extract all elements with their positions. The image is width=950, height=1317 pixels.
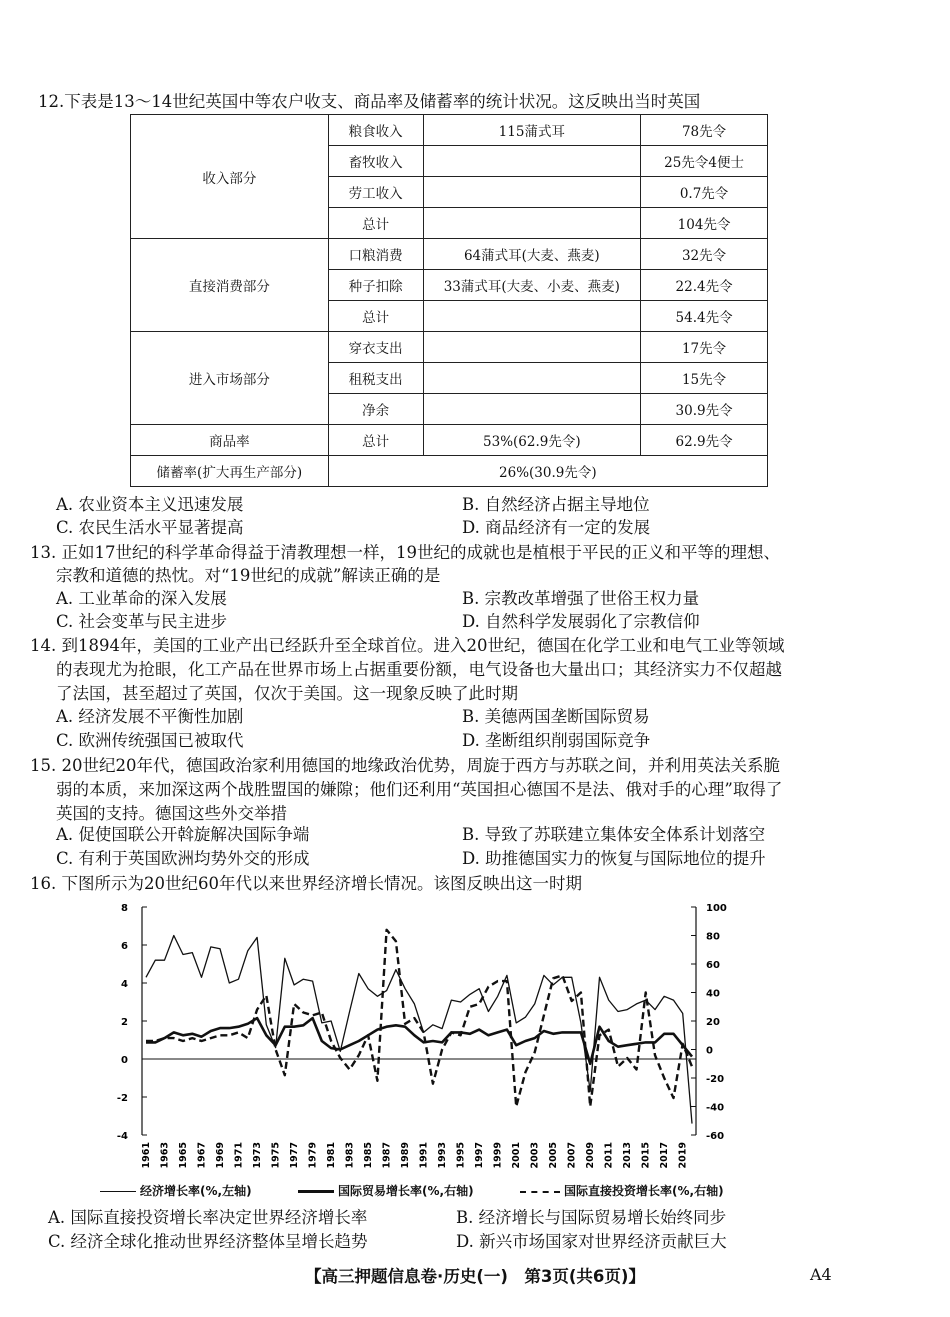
left-tick-label: 2 — [121, 1017, 128, 1028]
page-footer: 【高三押题信息卷·历史(一) 第3页(共6页)】 — [305, 1267, 645, 1286]
q14-option-c[interactable]: C. 欧洲传统强国已被取代 — [56, 731, 244, 750]
table-cell — [423, 332, 641, 363]
legend-economic-growth — [100, 1182, 252, 1199]
legend-label: 国际贸易增长率(%,右轴) — [338, 1184, 474, 1198]
q13-option-a[interactable]: A. 工业革命的深入发展 — [56, 589, 227, 608]
table-cell: 种子扣除 — [328, 270, 423, 301]
q13-stem-line-2: 宗教和道德的热忱。对“19世纪的成就”解读正确的是 — [56, 566, 441, 585]
left-tick-label: 8 — [121, 903, 128, 914]
right-tick-label: -20 — [706, 1074, 725, 1085]
table-cell: 78先令 — [641, 115, 768, 146]
world-economy-chart — [100, 895, 740, 1180]
table-cell: 115蒲式耳 — [423, 115, 641, 146]
q14-stem-line-1: 14. 到1894年，美国的工业产出已经跃升至全球首位。进入20世纪，德国在化学工业和电气工业等领域 — [30, 636, 785, 655]
q14-stem-line-3: 了法国，甚至超过了英国，仅次于美国。这一现象反映了此时期 — [56, 684, 518, 703]
x-tick-label: 2017 — [659, 1142, 671, 1169]
q14-option-b[interactable]: B. 美德两国垄断国际贸易 — [462, 707, 650, 726]
table-cell: 劳工收入 — [328, 177, 423, 208]
table-cell: 口粮消费 — [328, 239, 423, 270]
table-cell — [423, 394, 641, 425]
right-tick-label: 60 — [706, 960, 720, 971]
x-tick-label: 2003 — [529, 1142, 541, 1169]
q12-option-c[interactable]: C. 农民生活水平显著提高 — [56, 518, 244, 537]
right-tick-label: 0 — [706, 1045, 713, 1057]
q16-option-a[interactable]: A. 国际直接投资增长率决定世界经济增长率 — [48, 1208, 368, 1227]
market-section-label: 进入市场部分 — [131, 332, 329, 425]
x-tick-label: 1993 — [437, 1142, 449, 1169]
legend-thin-line-icon — [100, 1191, 136, 1192]
q12-option-d[interactable]: D. 商品经济有一定的发展 — [462, 518, 651, 537]
commodity-section-label: 商品率 — [131, 425, 329, 456]
x-tick-label: 1967 — [196, 1142, 208, 1169]
right-tick-label: 100 — [706, 903, 727, 914]
table-cell: 33蒲式耳(大麦、小麦、燕麦) — [423, 270, 641, 301]
left-tick-label: -2 — [116, 1093, 128, 1104]
q15-option-a[interactable]: A. 促使国联公开斡旋解决国际争端 — [56, 825, 310, 844]
x-tick-label: 2001 — [511, 1142, 523, 1169]
x-tick-label: 1987 — [381, 1142, 393, 1169]
table-cell: 总计 — [328, 425, 423, 456]
x-tick-label: 1985 — [363, 1142, 375, 1169]
x-tick-label: 1979 — [307, 1142, 319, 1169]
x-tick-label: 1999 — [492, 1142, 504, 1169]
x-tick-label: 2019 — [677, 1142, 689, 1169]
legend-dashed-line-icon — [520, 1191, 560, 1193]
series-line-economic-growth — [146, 936, 692, 1124]
q12-stem: 12.下表是13～14世纪英国中等农户收支、商品率及储蓄率的统计状况。这反映出当时英国 — [38, 92, 701, 111]
right-tick-label: -60 — [706, 1131, 725, 1142]
table-cell: 租税支出 — [328, 363, 423, 394]
x-tick-label: 1977 — [289, 1142, 301, 1169]
table-cell: 25先令4便士 — [641, 146, 768, 177]
x-tick-label: 2009 — [585, 1142, 597, 1169]
right-tick-label: 40 — [706, 988, 720, 1000]
savings-value: 26%(30.9先令) — [328, 456, 767, 487]
q14-stem-line-2: 的表现尤为抢眼，化工产品在世界市场上占据重要份额，电气设备也大量出口；其经济实力不仅超越 — [56, 660, 782, 679]
legend-thick-line-icon — [298, 1190, 334, 1193]
table-cell — [423, 363, 641, 394]
q13-option-b[interactable]: B. 宗教改革增强了世俗王权力量 — [462, 589, 700, 608]
x-tick-label: 1991 — [418, 1142, 430, 1169]
q13-option-c[interactable]: C. 社会变革与民主进步 — [56, 612, 228, 631]
q12-stats-table — [130, 114, 768, 487]
q13-option-d[interactable]: D. 自然科学发展弱化了宗教信仰 — [462, 612, 700, 631]
q16-option-b[interactable]: B. 经济增长与国际贸易增长始终同步 — [456, 1208, 727, 1227]
table-cell: 净余 — [328, 394, 423, 425]
x-tick-label: 1983 — [344, 1142, 356, 1169]
q16-option-d[interactable]: D. 新兴市场国家对世界经济贡献巨大 — [456, 1232, 727, 1251]
table-cell: 30.9先令 — [641, 394, 768, 425]
legend-fdi-growth — [520, 1182, 724, 1199]
x-tick-label: 1995 — [455, 1142, 467, 1169]
x-tick-label: 1961 — [141, 1142, 152, 1169]
legend-label: 国际直接投资增长率(%,右轴) — [564, 1184, 724, 1198]
q13-stem-line-1: 13. 正如17世纪的科学革命得益于清教理想一样，19世纪的成就也是植根于平民的正义和平等的理想、 — [30, 543, 780, 562]
legend-label: 经济增长率(%,左轴) — [140, 1184, 252, 1198]
x-tick-label: 2007 — [566, 1142, 578, 1169]
table-cell: 62.9先令 — [641, 425, 768, 456]
right-tick-label: 20 — [706, 1017, 720, 1028]
table-cell — [423, 177, 641, 208]
table-cell: 总计 — [328, 208, 423, 239]
table-cell: 15先令 — [641, 363, 768, 394]
x-tick-label: 1969 — [215, 1142, 227, 1169]
table-cell: 54.4先令 — [641, 301, 768, 332]
left-tick-label: 6 — [121, 941, 128, 952]
table-cell: 64蒲式耳(大麦、燕麦) — [423, 239, 641, 270]
series-line-trade-growth — [146, 1018, 692, 1064]
table-cell: 粮食收入 — [328, 115, 423, 146]
table-cell: 畜牧收入 — [328, 146, 423, 177]
q12-option-a[interactable]: A. 农业资本主义迅速发展 — [56, 495, 244, 514]
consumption-section-label: 直接消费部分 — [131, 239, 329, 332]
x-tick-label: 1963 — [159, 1142, 171, 1169]
right-tick-label: -40 — [706, 1102, 725, 1114]
x-tick-label: 2013 — [622, 1142, 634, 1169]
table-cell — [423, 146, 641, 177]
table-cell: 22.4先令 — [641, 270, 768, 301]
q16-stem: 16. 下图所示为20世纪60年代以来世界经济增长情况。该图反映出这一时期 — [30, 874, 582, 893]
left-tick-label: 4 — [121, 979, 128, 990]
q15-stem-line-3: 英国的支持。德国这些外交举措 — [56, 804, 287, 823]
x-tick-label: 1971 — [233, 1142, 245, 1169]
table-cell: 32先令 — [641, 239, 768, 270]
table-cell: 104先令 — [641, 208, 768, 239]
q15-option-b[interactable]: B. 导致了苏联建立集体安全体系计划落空 — [462, 825, 766, 844]
savings-section-label: 储蓄率(扩大再生产部分) — [131, 456, 329, 487]
x-tick-label: 2005 — [548, 1142, 560, 1169]
x-tick-label: 1973 — [252, 1142, 264, 1169]
income-section-label: 收入部分 — [131, 115, 329, 239]
table-cell — [423, 208, 641, 239]
right-tick-label: 80 — [706, 931, 720, 943]
x-tick-label: 1965 — [178, 1142, 190, 1169]
page-code: A4 — [810, 1265, 832, 1284]
table-cell: 总计 — [328, 301, 423, 332]
table-cell: 17先令 — [641, 332, 768, 363]
x-tick-label: 2015 — [640, 1142, 652, 1169]
q15-stem-line-2: 弱的本质，来加深这两个战胜盟国的嫌隙；他们还利用“英国担心德国不是法、俄对手的心理”取得了 — [56, 780, 783, 799]
x-tick-label: 1981 — [326, 1142, 338, 1169]
x-tick-label: 1975 — [270, 1142, 282, 1169]
x-tick-label: 1997 — [474, 1142, 486, 1169]
q16-option-c[interactable]: C. 经济全球化推动世界经济整体呈增长趋势 — [48, 1232, 368, 1251]
q15-option-d[interactable]: D. 助推德国实力的恢复与国际地位的提升 — [462, 849, 766, 868]
x-tick-label: 2011 — [603, 1142, 615, 1169]
table-cell: 53%(62.9先令) — [423, 425, 641, 456]
table-cell: 0.7先令 — [641, 177, 768, 208]
q14-option-a[interactable]: A. 经济发展不平衡性加剧 — [56, 707, 244, 726]
left-tick-label: 0 — [121, 1055, 128, 1066]
q15-option-c[interactable]: C. 有利于英国欧洲均势外交的形成 — [56, 849, 310, 868]
left-tick-label: -4 — [116, 1131, 128, 1142]
table-cell — [423, 301, 641, 332]
q14-option-d[interactable]: D. 垄断组织削弱国际竞争 — [462, 731, 651, 750]
q15-stem-line-1: 15. 20世纪20年代，德国政治家利用德国的地缘政治优势，周旋于西方与苏联之间，并利用英法关系脆 — [30, 756, 780, 775]
legend-trade-growth — [298, 1182, 474, 1199]
table-cell: 穿衣支出 — [328, 332, 423, 363]
x-tick-label: 1989 — [400, 1142, 412, 1169]
q12-option-b[interactable]: B. 自然经济占据主导地位 — [462, 495, 650, 514]
